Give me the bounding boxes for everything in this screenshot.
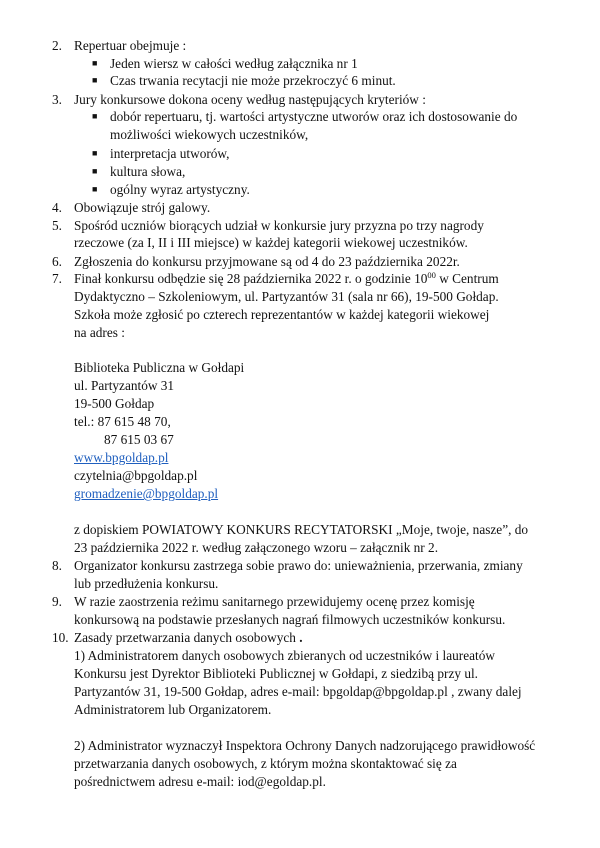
gdpr-text: 1) Administratorem danych osobowych zbieranych od uczestników i laureatów — [74, 648, 495, 663]
item-text: Spośród uczniów biorących udział w konkursie jury przyzna po trzy nagrody — [74, 218, 484, 233]
gdpr-text: Administratorem lub Organizatorem. — [74, 702, 272, 717]
item-number: 4. — [52, 200, 62, 215]
item-text: Obowiązuje strój galowy. — [74, 200, 211, 215]
time-superscript: 00 — [427, 270, 436, 280]
bullet-icon: ■ — [92, 184, 98, 194]
item-number: 10. — [52, 630, 69, 645]
item-number: 5. — [52, 218, 62, 233]
phone: tel.: 87 615 48 70, — [74, 414, 171, 429]
city: 19-500 Gołdap — [74, 396, 155, 411]
library-name: Biblioteka Publiczna w Gołdapi — [74, 360, 245, 375]
gdpr-text: Partyzantów 31, 19-500 Gołdap, adres e-mail: bpgoldap@bpgoldap.pl , zwany dalej — [74, 684, 522, 699]
gdpr-text: pośrednictwem adresu e-mail: iod@egoldap.pl. — [74, 774, 326, 789]
email-gromadzenie-link[interactable]: gromadzenie@bpgoldap.pl — [74, 486, 219, 501]
item-text: na adres : — [74, 325, 125, 340]
item-text: lub przedłużenia konkursu. — [74, 576, 219, 591]
item-text — [74, 629, 303, 646]
item-text: Dydaktyczno – Szkoleniowym, ul. Partyzantów 31 (sala nr 66), 19-500 Gołdap. — [74, 289, 499, 304]
bullet-text: Czas trwania recytacji nie może przekroczyć 6 minut. — [110, 73, 396, 88]
bullet-text: dobór repertuaru, tj. wartości artystyczne utworów oraz ich dostosowanie do — [110, 109, 518, 124]
bullet-icon: ■ — [92, 166, 98, 176]
website-link[interactable]: www.bpgoldap.pl — [74, 450, 169, 465]
item-text: Szkoła może zgłosić po czterech reprezentantów w każdej kategorii wiekowej — [74, 307, 490, 322]
item-text: Repertuar obejmuje : — [74, 38, 187, 53]
gdpr-text: przetwarzania danych osobowych, z którym można skontaktować się za — [74, 756, 457, 771]
item-number: 3. — [52, 92, 62, 107]
bullet-icon: ■ — [92, 58, 98, 68]
note-text: 23 października 2022 r. według załączonego wzoru – załącznik nr 2. — [74, 540, 439, 555]
bullet-text: kultura słowa, — [110, 164, 186, 179]
bullet-text: ogólny wyraz artystyczny. — [110, 182, 250, 197]
item-text — [74, 270, 499, 287]
item-text: Organizator konkursu zastrzega sobie prawo do: unieważnienia, przerwania, zmiany — [74, 558, 523, 573]
item-number: 2. — [52, 38, 62, 53]
item-number: 8. — [52, 558, 62, 573]
item-number: 9. — [52, 594, 62, 609]
bullet-icon: ■ — [92, 111, 98, 121]
bullet-icon: ■ — [92, 148, 98, 158]
note-text: z dopiskiem POWIATOWY KONKURS RECYTATORSKI „Moje, twoje, nasze”, do — [74, 522, 529, 537]
gdpr-text: 2) Administrator wyznaczył Inspektora Ochrony Danych nadzorującego prawidłowość — [74, 738, 536, 753]
bullet-text: Jeden wiersz w całości według załącznika nr 1 — [110, 56, 358, 71]
item-10-dot: . — [299, 630, 303, 645]
final-date-text: Finał konkursu odbędzie się 28 października 2022 r. o godzinie 10 — [74, 271, 428, 286]
gdpr-text: Konkursu jest Dyrektor Biblioteki Publicznej w Gołdapi, z siedzibą przy ul. — [74, 666, 478, 681]
item-text: Zgłoszenia do konkursu przyjmowane są od 4 do 23 października 2022r. — [74, 254, 460, 269]
item-text: W razie zaostrzenia reżimu sanitarnego przewidujemy ocenę przez komisję — [74, 594, 475, 609]
phone-2: 87 615 03 67 — [104, 432, 174, 447]
item-10-title: Zasady przetwarzania danych osobowych — [74, 630, 296, 645]
item-text: Jury konkursowe dokona oceny według następujących kryteriów : — [74, 92, 426, 107]
item-number: 7. — [52, 271, 62, 286]
item-text: rzeczowe (za I, II i III miejsce) w każdej kategorii wiekowej uczestników. — [74, 235, 468, 250]
street: ul. Partyzantów 31 — [74, 378, 175, 393]
email-czytelnia: czytelnia@bpgoldap.pl — [74, 468, 198, 483]
bullet-text: możliwości wiekowych uczestników, — [110, 127, 309, 142]
final-date-text-tail: w Centrum — [435, 271, 499, 286]
bullet-text: interpretacja utworów, — [110, 146, 230, 161]
bullet-icon: ■ — [92, 75, 98, 85]
item-text: konkursową na podstawie przesłanych nagrań filmowych uczestników konkursu. — [74, 612, 506, 627]
item-number: 6. — [52, 254, 62, 269]
